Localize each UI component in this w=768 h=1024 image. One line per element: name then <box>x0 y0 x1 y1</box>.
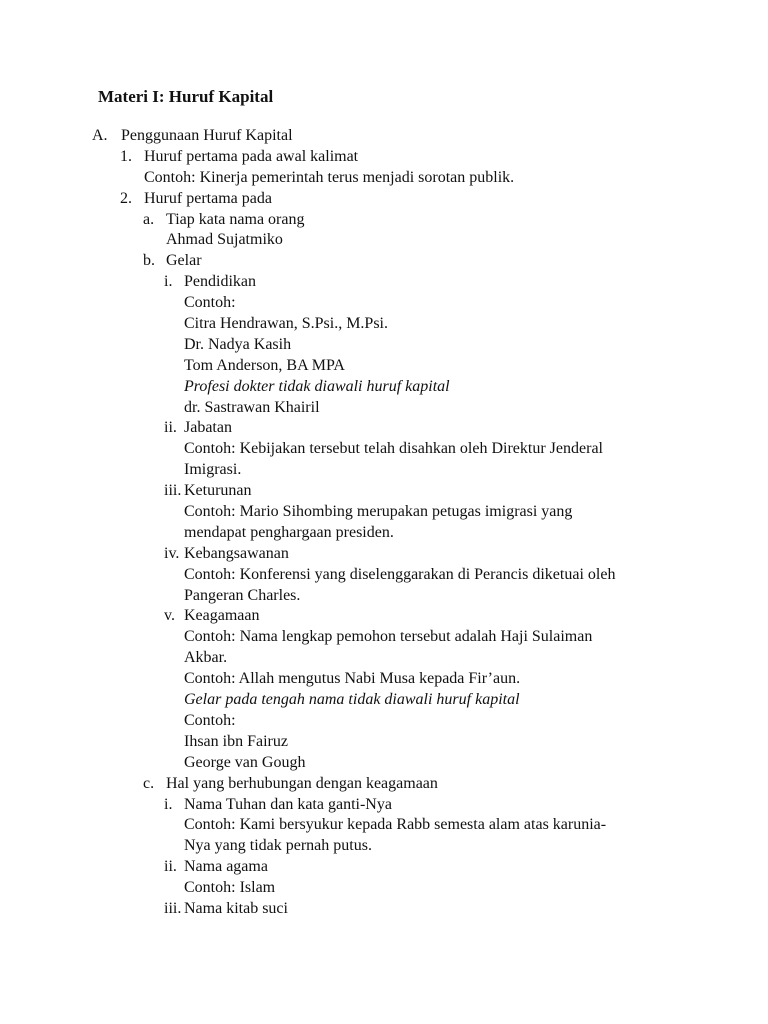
list-marker: 2. <box>120 189 132 207</box>
example-line <box>0 398 768 419</box>
example-text: mendapat penghargaan presiden. <box>184 523 394 541</box>
list-marker: b. <box>143 252 155 270</box>
list-item-i <box>0 272 768 293</box>
example-text: Contoh: Mario Sihombing merupakan petugas imigrasi yang <box>184 503 573 521</box>
list-marker: ii. <box>164 419 177 437</box>
list-item-text: Huruf pertama pada <box>144 189 272 207</box>
list-item-text: Tiap kata nama orang <box>166 210 305 228</box>
list-item-v <box>0 606 768 627</box>
example-text: Imigrasi. <box>184 461 242 479</box>
list-marker: iii. <box>164 899 182 917</box>
list-item-text: Nama agama <box>184 858 268 876</box>
example-text: Contoh: Islam <box>184 879 276 897</box>
list-item-text: Kebangsawanan <box>184 544 289 562</box>
example-line <box>0 314 768 335</box>
example-line <box>0 523 768 544</box>
list-item-iii <box>0 481 768 502</box>
example-text: Contoh: Kinerja pemerintah terus menjadi sorotan publik. <box>144 168 515 186</box>
example-line <box>0 648 768 669</box>
list-marker: i. <box>164 795 173 813</box>
note-line <box>0 690 768 711</box>
example-line <box>0 460 768 481</box>
list-item-iii <box>0 899 768 920</box>
list-item-a <box>0 126 768 147</box>
list-item-i <box>0 795 768 816</box>
list-item-ii <box>0 418 768 439</box>
list-item-iv <box>0 544 768 565</box>
list-item-text: Keagamaan <box>184 607 260 625</box>
list-marker: c. <box>143 774 155 792</box>
example-text: dr. Sastrawan Khairil <box>184 398 320 416</box>
example-line <box>0 627 768 648</box>
list-item-a-sub <box>0 210 768 231</box>
example-text: Contoh: Konferensi yang diselenggarakan di Perancis diketuai oleh <box>184 565 616 583</box>
document-title: Materi I: Huruf Kapital <box>98 87 274 106</box>
list-item-text: Nama Tuhan dan kata ganti-Nya <box>184 795 392 813</box>
example-text: Contoh: <box>184 711 236 729</box>
list-item-text: Nama kitab suci <box>184 899 288 917</box>
example-text: Pangeran Charles. <box>184 586 301 604</box>
example-line <box>0 669 768 690</box>
list-marker: iv. <box>164 544 180 562</box>
list-marker: 1. <box>120 147 132 165</box>
list-item-text: Huruf pertama pada awal kalimat <box>144 147 359 165</box>
example-line <box>0 335 768 356</box>
example-line <box>0 293 768 314</box>
example-text: George van Gough <box>184 753 306 771</box>
list-item-text: Gelar <box>166 252 202 270</box>
example-text: Contoh: Allah mengutus Nabi Musa kepada Fir’aun. <box>184 670 521 688</box>
list-marker: v. <box>164 607 175 625</box>
list-item-text: Pendidikan <box>184 273 256 291</box>
example-line <box>0 815 768 836</box>
list-marker: ii. <box>164 858 177 876</box>
example-text: Nya yang tidak pernah putus. <box>184 837 372 855</box>
list-marker: i. <box>164 273 173 291</box>
list-item-text: Jabatan <box>184 419 232 437</box>
example-line <box>0 711 768 732</box>
example-line <box>0 732 768 753</box>
example-line <box>0 439 768 460</box>
example-line <box>0 836 768 857</box>
example-text: Ihsan ibn Fairuz <box>184 732 288 750</box>
example-line <box>0 356 768 377</box>
example-line <box>0 878 768 899</box>
example-text: Contoh: Nama lengkap pemohon tersebut adalah Haji Sulaiman <box>184 628 593 646</box>
example-text: Contoh: Kebijakan tersebut telah disahkan oleh Direktur Jenderal <box>184 440 603 458</box>
list-item-c-sub <box>0 774 768 795</box>
list-item-ii <box>0 857 768 878</box>
example-text: Contoh: Kami bersyukur kepada Rabb semesta alam atas karunia- <box>184 816 607 834</box>
example-line <box>0 168 768 189</box>
list-item-text: Keturunan <box>184 482 252 500</box>
example-line <box>0 230 768 251</box>
list-item-text: Hal yang berhubungan dengan keagamaan <box>166 774 438 792</box>
example-text: Citra Hendrawan, S.Psi., M.Psi. <box>184 315 388 333</box>
list-marker: iii. <box>164 482 182 500</box>
example-line <box>0 586 768 607</box>
document-body <box>0 126 768 920</box>
example-line <box>0 753 768 774</box>
list-item-1 <box>0 147 768 168</box>
example-text: Contoh: <box>184 294 236 312</box>
note-text: Gelar pada tengah nama tidak diawali huruf kapital <box>184 691 520 709</box>
note-text: Profesi dokter tidak diawali huruf kapital <box>184 377 450 395</box>
example-text: Tom Anderson, BA MPA <box>184 356 345 374</box>
note-line <box>0 377 768 398</box>
example-text: Dr. Nadya Kasih <box>184 335 292 353</box>
example-line <box>0 565 768 586</box>
list-marker: A. <box>92 127 108 144</box>
list-item-b-sub <box>0 251 768 272</box>
example-text: Akbar. <box>184 649 228 667</box>
example-text: Ahmad Sujatmiko <box>166 231 283 249</box>
example-line <box>0 502 768 523</box>
list-item-text: Penggunaan Huruf Kapital <box>121 127 293 144</box>
list-item-2 <box>0 189 768 210</box>
list-marker: a. <box>143 210 155 228</box>
